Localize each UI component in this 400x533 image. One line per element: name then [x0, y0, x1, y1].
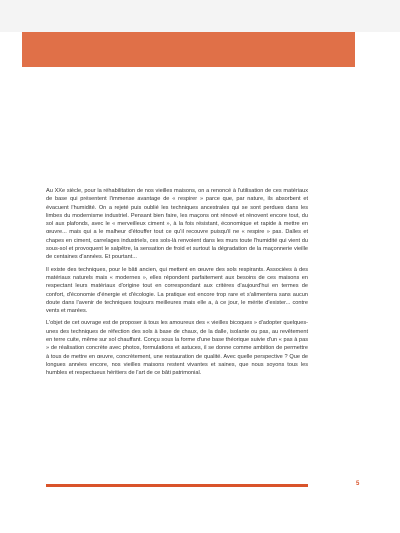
paragraph-2: Il existe des techniques, pour le bâti ancien, qui mettent en œuvre des sols respirants. Associées à des matériaux naturels mais « modernes », elles répondent parfaitement aux besoins de ces maisons en respectant leurs matériaux d'origine tout en correspondant aux critères d'aujourd'hui en termes de confort, d'économie d'énergie et d'écologie. La pratique est encore trop rare et s'alimentera sans aucun doute dans l'avenir de techniques toujours meilleures mais elle a, à ce jour, le mérite d'exister... contre vents et marées.: [46, 266, 308, 315]
top-margin-band: [0, 0, 400, 32]
footer-rule: [46, 484, 308, 487]
introduction-text: [46, 187, 308, 382]
paragraph-3: L'objet de cet ouvrage est de proposer à tous les amoureux des « vieilles bicoques » d'adopter quelques-unes des techniques de réfection des sols à base de chaux, de la dalle, isolante ou pas, au revêtement en terre cuite, même sur sol chauffant. Conçu sous la forme d'une base théorique suivie d'un « pas à pas » de réalisation concrète avec photos, formulations et astuces, il se donne comme ambition de permettre à tous de mettre en œuvre, concrètement, une restauration de qualité. Avec quelle perspective ? Que de longues années encore, nos vieilles maisons restent vivantes et saines, que nous soyons tous les humbles et respectueux héritiers de l'art de ce bâti patrimonial.: [46, 320, 308, 377]
header-color-bar: [22, 32, 355, 67]
paragraph-1: Au XXe siècle, pour la réhabilitation de nos vieilles maisons, on a renoncé à l'utilisation de ces matériaux de base qui présentent l'immense avantage de « respirer » parce que, par nature, ils absorbent et évacuent l'humidité. On a rejeté puis oublié les techniques ancestrales qui se sont perdues dans les limbes du modernisme industriel. Pensant bien faire, les maçons ont rénové et rénovent encore tout, du sol aux plafonds, avec le « merveilleux ciment », à la fois résistant, économique et rapide à mettre en œuvre... mais qui a le malheur d'étouffer tout ce qu'il recouvre puisqu'il ne « respire » pas. Dalles et chapes en ciment, carrelages industriels, ces sols-là renvoient dans les murs toute l'humidité qui vient du sous-sol et provoquent le salpêtre, la sensation de froid et surtout la dégradation de la maçonnerie vieille de centaines d'années. Et pourtant...: [46, 188, 308, 261]
page-number: 5: [356, 481, 360, 487]
